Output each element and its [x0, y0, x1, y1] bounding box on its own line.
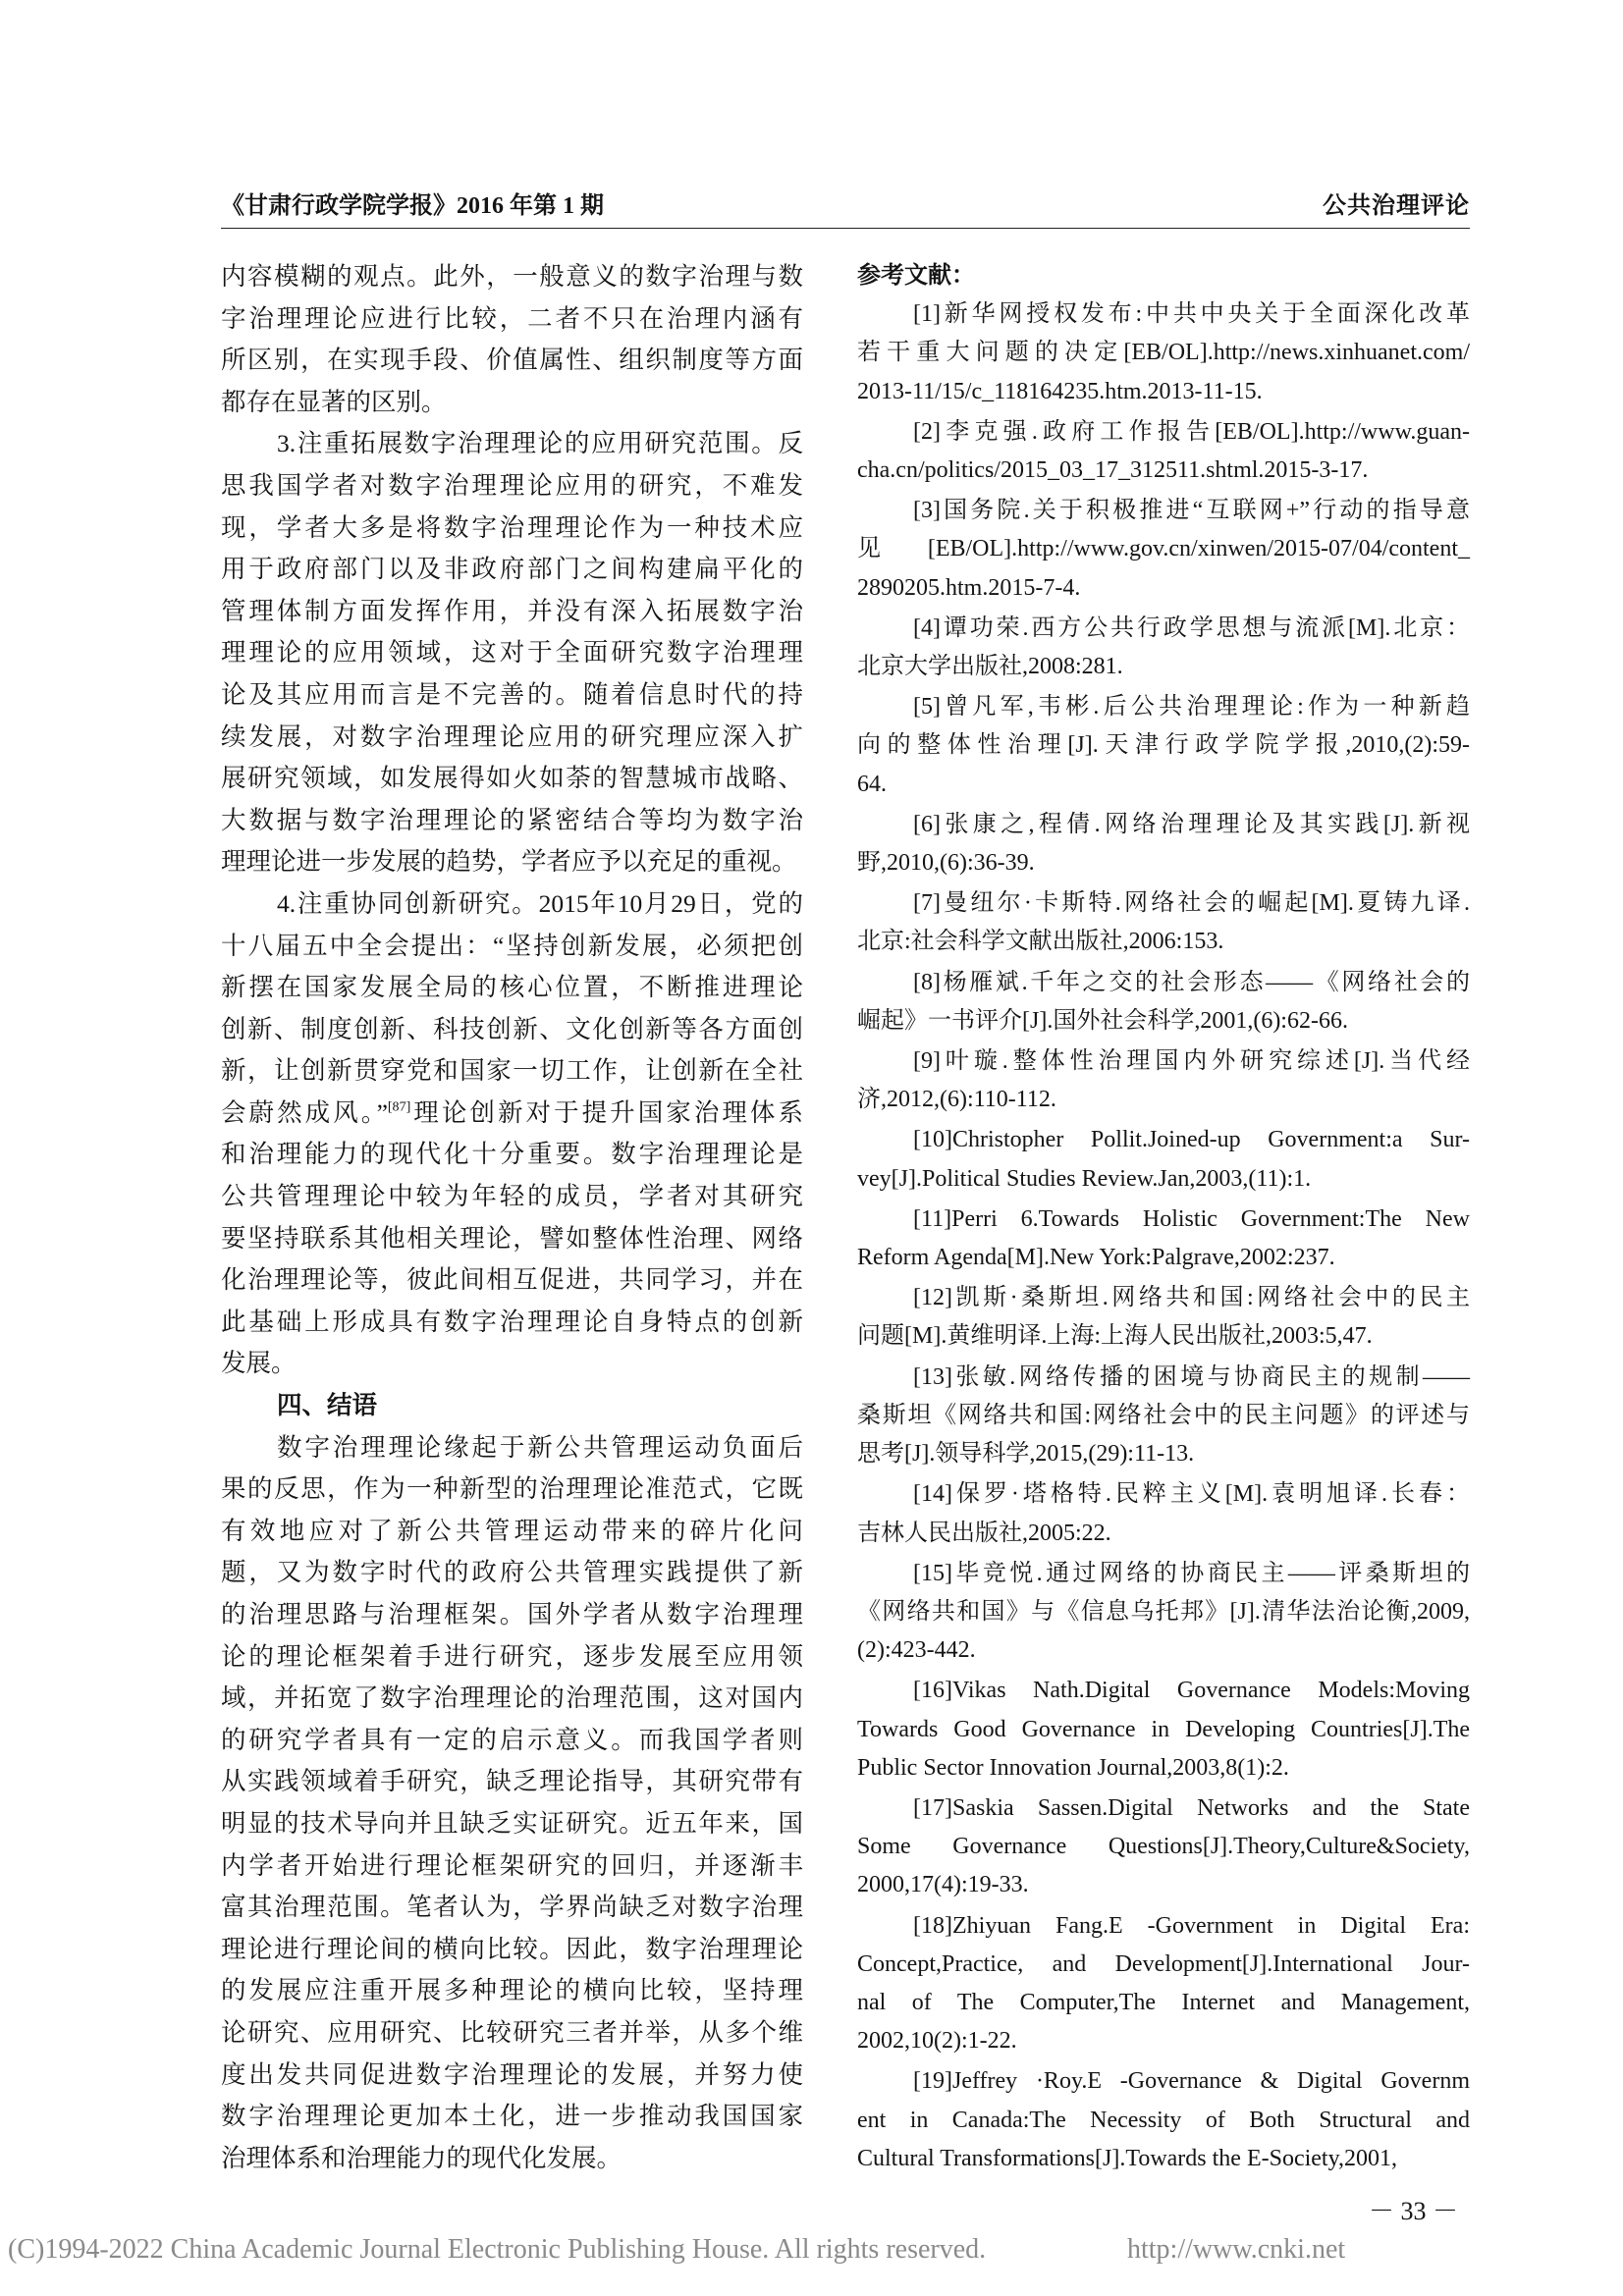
- body-line: 论的理论框架着手进行研究，逐步发展至应用领: [221, 1641, 803, 1671]
- reference-item: [857, 884, 1470, 961]
- cnki-url: http://www.cnki.net: [1127, 2234, 1346, 2265]
- body-line: 理理论的应用领域，这对于全面研究数字治理理: [221, 638, 803, 667]
- header-rule: [221, 228, 1470, 229]
- body-line: 现，学者大多是将数字治理理论作为一种技术应: [221, 512, 803, 542]
- body-line: [221, 1093, 803, 1135]
- body-line: 内容模糊的观点。此外，一般意义的数字治理与数: [221, 262, 803, 291]
- reference-line: 问题[M].黄维明译.上海:上海人民出版社,2003:5,47.: [857, 1323, 1373, 1350]
- reference-item: [857, 1789, 1470, 1905]
- reference-item: [857, 1359, 1470, 1474]
- references-title: 参考文献：: [857, 263, 975, 289]
- reference-line: 见[EB/OL].http://www.gov.cn/xinwen/2015-07/04/content_: [857, 536, 1470, 562]
- body-line: 都存在显著的区别。: [221, 387, 447, 416]
- reference-line: 吉林人民出版社,2005:22.: [857, 1520, 1111, 1546]
- reference-line: [6]张康之,程倩.网络治理理论及其实践[J].新视: [913, 811, 1470, 837]
- reference-line: cha.cn/politics/2015_03_17_312511.shtml.2015-3-17.: [857, 457, 1369, 484]
- reference-item: [857, 1201, 1470, 1277]
- reference-line: [16]Vikas Nath.Digital Governance Models:Moving: [913, 1678, 1470, 1704]
- page-number: － 33 －: [1368, 2197, 1458, 2225]
- reference-item: [857, 413, 1470, 490]
- body-line: 化治理理论等，彼此间相互促进，共同学习，并在: [221, 1265, 803, 1295]
- body-line: 内学者开始进行理论框架研究的回归，并逐渐丰: [221, 1850, 803, 1880]
- reference-line: 桑斯坦《网络共和国:网络社会中的民主问题》的评述与: [857, 1402, 1470, 1428]
- body-line: 续发展，对数字治理理论应用的研究理应深入扩: [221, 721, 803, 751]
- reference-line: vey[J].Political Studies Review.Jan,2003,(11):1.: [857, 1165, 1312, 1192]
- body-line-text: 会蔚然成风。”: [221, 1097, 388, 1127]
- body-line: 理理论进一步发展的趋势，学者应予以充足的重视。: [221, 847, 797, 877]
- reference-line: 崛起》一书评介[J].国外社会科学,2001,(6):62-66.: [857, 1007, 1348, 1034]
- body-line: 有效地应对了新公共管理运动带来的碎片化问: [221, 1516, 803, 1545]
- section-name: 公共治理评论: [1323, 193, 1470, 219]
- reference-line: [7]曼纽尔·卡斯特.网络社会的崛起[M].夏铸九译.: [913, 890, 1470, 917]
- body-line: 的发展应注重开展多种理论的横向比较，坚持理: [221, 1976, 803, 2005]
- paragraph: [221, 423, 803, 883]
- body-line: 理论进行理论间的横向比较。因此，数字治理理论: [221, 1934, 803, 1963]
- body-line: 新摆在国家发展全局的核心位置，不断推进理论: [221, 973, 803, 1002]
- body-line: 十八届五中全会提出：“坚持创新发展，必须把创: [221, 931, 803, 960]
- reference-line: 向的整体性治理[J].天津行政学院学报,2010,(2):59-: [857, 732, 1470, 759]
- body-line: 管理体制方面发挥作用，并没有深入拓展数字治: [221, 596, 803, 625]
- body-line: 发展。: [221, 1349, 297, 1378]
- paragraph: [221, 1427, 803, 2180]
- reference-line: Reform Agenda[M].New York:Palgrave,2002:237.: [857, 1245, 1335, 1271]
- reference-line: 若干重大问题的决定[EB/OL].http://news.xinhuanet.com/: [857, 340, 1470, 366]
- reference-line: 2002,10(2):1-22.: [857, 2028, 1017, 2055]
- reference-item: [857, 1042, 1470, 1119]
- reference-line: 《网络共和国》与《信息乌托邦》[J].清华法治论衡,2009,: [857, 1598, 1470, 1625]
- reference-line: [19]Jeffrey ·Roy.E -Governance & Digital Governm: [913, 2068, 1470, 2095]
- reference-item: [857, 1672, 1470, 1788]
- reference-line: [15]毕竞悦.通过网络的协商民主——评桑斯坦的: [913, 1560, 1470, 1586]
- body-line: 明显的技术导向并且缺乏实证研究。近五年来，国: [221, 1808, 803, 1838]
- body-line: 思我国学者对数字治理理论应用的研究，不难发: [221, 470, 803, 500]
- reference-line: 2013-11/15/c_118164235.htm.2013-11-15.: [857, 378, 1263, 404]
- body-line: 富其治理范围。笔者认为，学界尚缺乏对数字治理: [221, 1893, 803, 1922]
- references-column: [857, 257, 1470, 2178]
- reference-line: [5]曾凡军,韦彬.后公共治理理论:作为一种新趋: [913, 694, 1470, 721]
- reference-line: 64.: [857, 771, 887, 797]
- body-line: 公共管理理论中较为年轻的成员，学者对其研究: [221, 1182, 803, 1211]
- reference-item: [857, 1279, 1470, 1356]
- reference-line: [13]张敏.网络传播的困境与协商民主的规制——: [913, 1363, 1470, 1390]
- reference-line: [18]Zhiyuan Fang.E -Government in Digital Era:: [913, 1912, 1470, 1939]
- body-line: 从实践领域着手研究，缺乏理论指导，其研究带有: [221, 1767, 803, 1796]
- reference-line: [3]国务院.关于积极推进“互联网+”行动的指导意: [913, 498, 1470, 524]
- left-column: [221, 256, 803, 2179]
- reference-line: 思考[J].领导科学,2015,(29):11-13.: [857, 1441, 1195, 1468]
- reference-item: [857, 1555, 1470, 1671]
- section-heading: 四、结语: [277, 1391, 378, 1420]
- body-line: 字治理理论应进行比较，二者不只在治理内涵有: [221, 303, 803, 333]
- reference-line: 济,2012,(6):110-112.: [857, 1087, 1056, 1113]
- reference-line: [1]新华网授权发布:中共中央关于全面深化改革: [913, 301, 1470, 328]
- body-line: 度出发共同促进数字治理理论的发展，并努力使: [221, 2059, 803, 2089]
- body-line: 展研究领域，如发展得如火如荼的智慧城市战略、: [221, 764, 803, 793]
- body-line: 治理体系和治理能力的现代化发展。: [221, 2143, 622, 2172]
- body-line: 此基础上形成具有数字治理理论自身特点的创新: [221, 1307, 803, 1336]
- reference-line: Cultural Transformations[J].Towards the E-Society,2001,: [857, 2145, 1398, 2171]
- reference-item: [857, 2062, 1470, 2178]
- reference-item: [857, 492, 1470, 608]
- body-line: 大数据与数字治理理论的紧密结合等均为数字治: [221, 805, 803, 834]
- body-line: 和治理能力的现代化十分重要。数字治理理论是: [221, 1140, 803, 1169]
- reference-line: Some Governance Questions[J].Theory,Culture&Society,: [857, 1834, 1470, 1860]
- body-line: 果的反思，作为一种新型的治理理论准范式，它既: [221, 1474, 803, 1504]
- body-line: 所区别，在实现手段、价值属性、组织制度等方面: [221, 346, 803, 375]
- body-line: 的治理思路与治理框架。国外学者从数字治理理: [221, 1600, 803, 1629]
- reference-item: [857, 610, 1470, 686]
- reference-line: [11]Perri 6.Towards Holistic Government:The New: [913, 1205, 1470, 1232]
- reference-line: 2000,17(4):19-33.: [857, 1872, 1029, 1898]
- body-line-text: 理论创新对于提升国家治理体系: [410, 1097, 803, 1127]
- reference-item: [857, 688, 1470, 804]
- reference-line: [8]杨雁斌.千年之交的社会形态——《网络社会的: [913, 969, 1470, 995]
- reference-line: [4]谭功荣.西方公共行政学思想与流派[M].北京：: [913, 614, 1470, 641]
- reference-line: nal of The Computer,The Internet and Management,: [857, 1989, 1470, 2015]
- reference-line: Public Sector Innovation Journal,2003,8(1):2.: [857, 1754, 1289, 1781]
- reference-line: Concept,Practice, and Development[J].International Jour-: [857, 1950, 1470, 1977]
- body-line: 题，又为数字时代的政府公共管理实践提供了新: [221, 1558, 803, 1587]
- body-line: 用于政府部门以及非政府部门之间构建扁平化的: [221, 555, 803, 584]
- reference-item: [857, 806, 1470, 882]
- body-line: 论及其应用而言是不完善的。随着信息时代的持: [221, 679, 803, 709]
- reference-line: ent in Canada:The Necessity of Both Structural and: [857, 2107, 1470, 2133]
- body-line: 的研究学者具有一定的启示意义。而我国学者则: [221, 1725, 803, 1754]
- body-line: 3.注重拓展数字治理理论的应用研究范围。反: [277, 429, 803, 458]
- reference-line: [9]叶璇.整体性治理国内外研究综述[J].当代经: [913, 1048, 1470, 1075]
- journal-issue: 《甘肃行政学院学报》2016 年第 1 期: [221, 193, 604, 219]
- reference-line: [10]Christopher Pollit.Joined-up Government:a Sur-: [913, 1127, 1470, 1153]
- body-line: 论研究、应用研究、比较研究三者并举，从多个维: [221, 2017, 803, 2047]
- paragraph: [221, 256, 803, 423]
- citation-superscript: [87]: [387, 1099, 411, 1115]
- reference-item: [857, 295, 1470, 411]
- copyright-notice: (C)1994-2022 China Academic Journal Electronic Publishing House. All rights reserved.: [8, 2234, 987, 2265]
- reference-item: [857, 1907, 1470, 2061]
- body-line: 数字治理理论更加本土化，进一步推动我国国家: [221, 2102, 803, 2131]
- reference-line: Towards Good Governance in Developing Countries[J].The: [857, 1716, 1470, 1742]
- body-line: 创新、制度创新、科技创新、文化创新等各方面创: [221, 1014, 803, 1043]
- body-line: 要坚持联系其他相关理论，譬如整体性治理、网络: [221, 1223, 803, 1253]
- reference-line: 2890205.htm.2015-7-4.: [857, 574, 1081, 601]
- reference-line: (2):423-442.: [857, 1637, 976, 1664]
- reference-line: 野,2010,(6):36-39.: [857, 850, 1035, 877]
- reference-item: [857, 964, 1470, 1041]
- reference-line: 北京大学出版社,2008:281.: [857, 654, 1123, 680]
- body-line: 4.注重协同创新研究。2015年10月29日，党的: [277, 888, 803, 918]
- reference-line: [14]保罗·塔格特.民粹主义[M].袁明旭译.长春：: [913, 1481, 1470, 1508]
- reference-item: [857, 1121, 1470, 1198]
- body-line: 数字治理理论缘起于新公共管理运动负面后: [277, 1432, 803, 1462]
- reference-item: [857, 1475, 1470, 1552]
- reference-line: 北京:社会科学文献出版社,2006:153.: [857, 929, 1224, 955]
- reference-line: [12]凯斯·桑斯坦.网络共和国:网络社会中的民主: [913, 1285, 1470, 1311]
- body-line: 域，并拓宽了数字治理理论的治理范围，这对国内: [221, 1683, 803, 1713]
- reference-line: [17]Saskia Sassen.Digital Networks and the State: [913, 1794, 1470, 1821]
- body-line: 新，让创新贯穿党和国家一切工作，让创新在全社: [221, 1056, 803, 1086]
- reference-line: [2]李克强.政府工作报告[EB/OL].http://www.guan-: [913, 418, 1470, 445]
- paragraph: [221, 883, 803, 1385]
